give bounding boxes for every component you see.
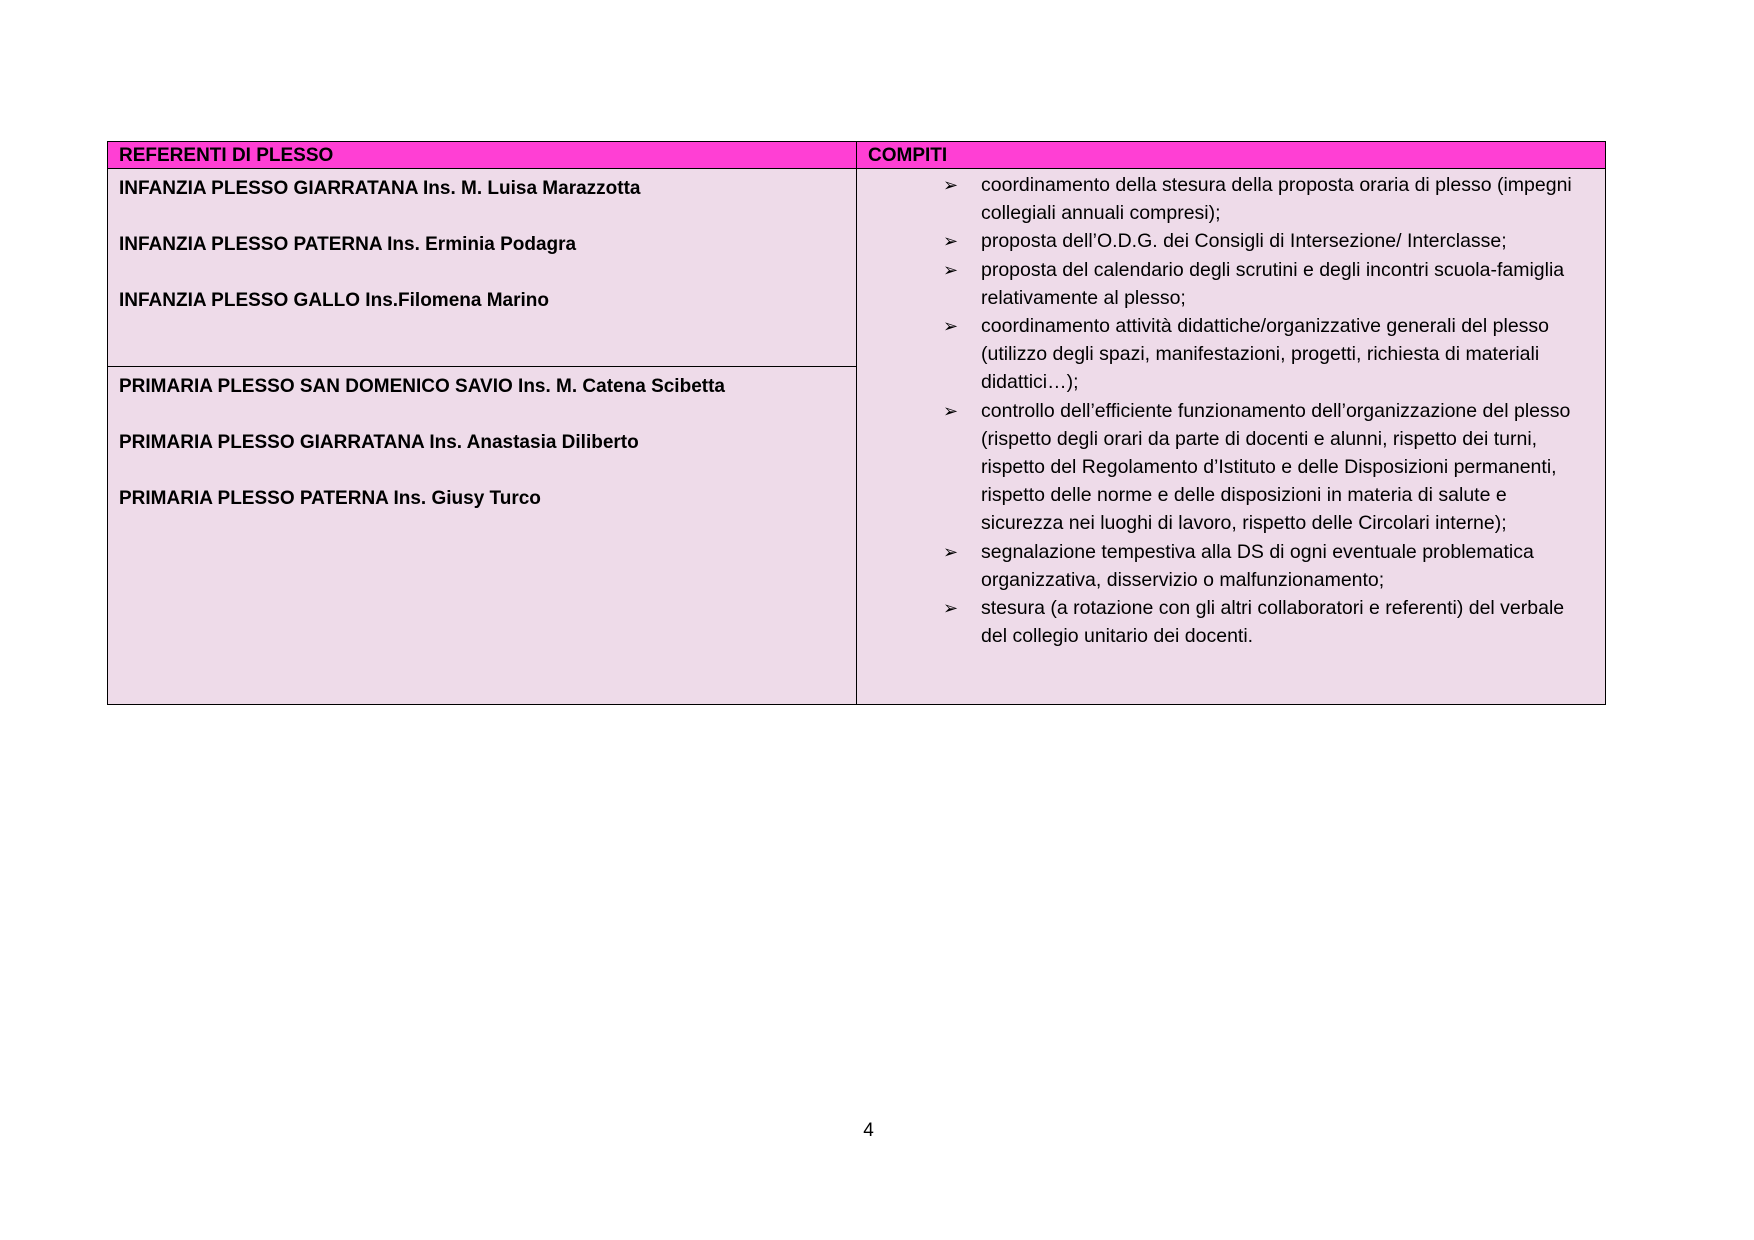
arrow-bullet-icon: ➢ [943, 175, 959, 195]
referente-primaria-giarratana: PRIMARIA PLESSO GIARRATANA Ins. Anastasia Diliberto [119, 432, 639, 453]
arrow-bullet-icon: ➢ [943, 541, 959, 562]
task-text: controllo dell’efficiente funzionamento dell’organizzazione del plesso (rispetto degli orari da parte di docenti e alunni, rispetto dei turni, rispetto del Regolamento d’Istituto e delle Disposizioni permanenti, rispetto delle norme e delle disposizioni in materia di salute e sicurezza nei luoghi di lavoro, rispetto delle Circolari interne); [981, 399, 1571, 535]
referente-infanzia-paterna: INFANZIA PLESSO PATERNA Ins. Erminia Podagra [119, 234, 577, 255]
table-row [108, 169, 1606, 367]
list-item [857, 594, 1593, 650]
table-header-row [108, 142, 1606, 169]
list-item [857, 538, 1593, 594]
list-item [857, 256, 1593, 312]
header-referenti: REFERENTI DI PLESSO [108, 142, 857, 169]
arrow-bullet-icon: ➢ [943, 231, 959, 252]
referente-infanzia-gallo: INFANZIA PLESSO GALLO Ins.Filomena Marino [119, 290, 549, 311]
list-item [857, 397, 1593, 538]
list-item [857, 312, 1593, 397]
task-text: coordinamento attività didattiche/organizzative generali del plesso (utilizzo degli spazi, manifestazioni, progetti, richiesta di materiali didattici…); [981, 315, 1550, 394]
arrow-bullet-icon: ➢ [943, 316, 959, 337]
primaria-referenti-cell [108, 367, 857, 705]
header-compiti: COMPITI [857, 142, 1606, 169]
page-number: 4 [863, 1120, 874, 1141]
list-item [857, 227, 1593, 255]
referente-primaria-paterna: PRIMARIA PLESSO PATERNA Ins. Giusy Turco [119, 488, 541, 509]
referenti-table [107, 141, 1606, 705]
arrow-bullet-icon: ➢ [943, 598, 959, 619]
arrow-bullet-icon: ➢ [943, 259, 959, 280]
task-text: proposta del calendario degli scrutini e degli incontri scuola-famiglia relativamente al plesso; [981, 258, 1565, 309]
referente-infanzia-giarratana: INFANZIA PLESSO GIARRATANA Ins. M. Luisa Marazzotta [119, 178, 641, 199]
infanzia-referenti-cell [108, 169, 857, 367]
referente-primaria-san-domenico-savio: PRIMARIA PLESSO SAN DOMENICO SAVIO Ins. M. Catena Scibetta [119, 376, 725, 397]
list-item [857, 171, 1593, 227]
task-text: stesura (a rotazione con gli altri collaboratori e referenti) del verbale del collegio unitario dei docenti. [981, 597, 1565, 648]
compiti-list [857, 169, 1605, 650]
compiti-cell [857, 169, 1606, 705]
task-text: coordinamento della stesura della proposta oraria di plesso (impegni collegiali annuali compresi); [981, 174, 1572, 225]
task-text: segnalazione tempestiva alla DS di ogni eventuale problematica organizzativa, disservizio o malfunzionamento; [981, 540, 1534, 591]
arrow-bullet-icon: ➢ [943, 400, 959, 421]
task-text: proposta dell’O.D.G. dei Consigli di Intersezione/ Interclasse; [981, 230, 1507, 253]
